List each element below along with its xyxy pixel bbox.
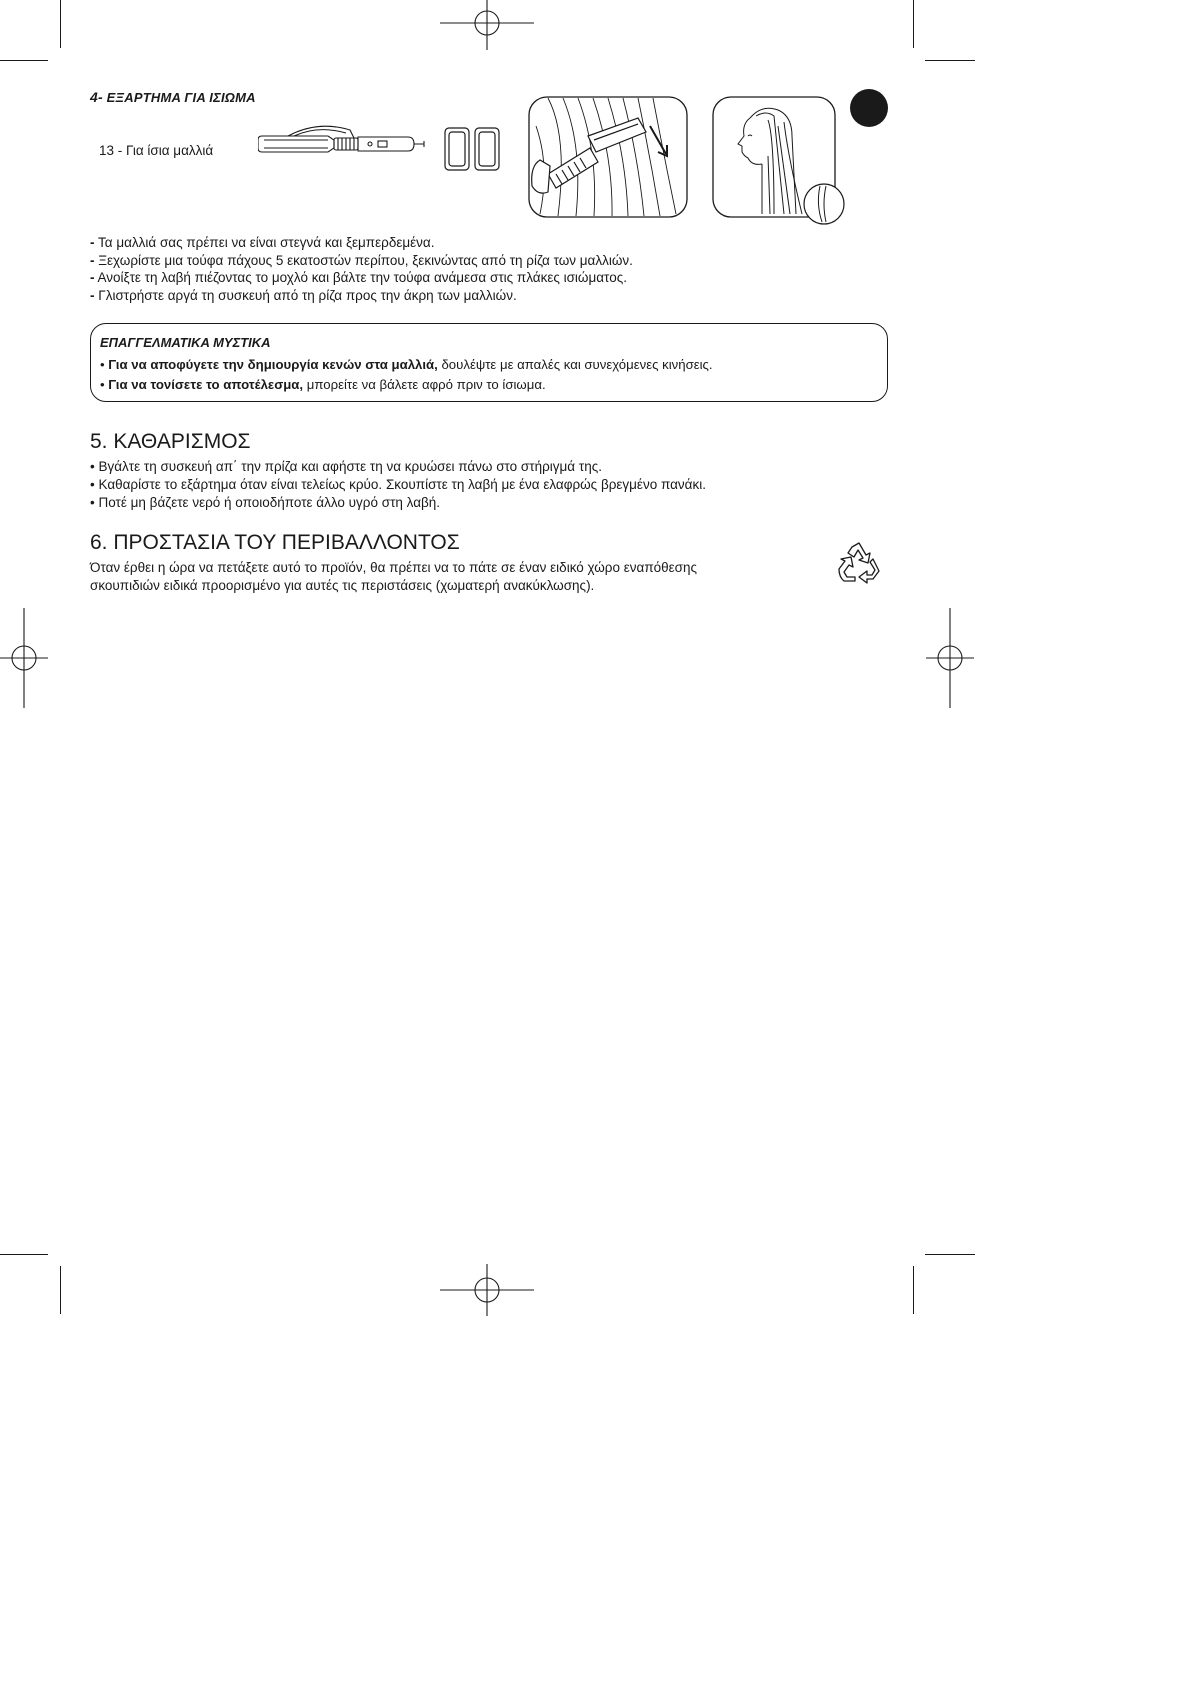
instruction-item: - Ξεχωρίστε μια τούφα πάχους 5 εκατοστών περίπου, ξεκινώντας από τη ρίζα των μαλλιών. [90,252,633,268]
section-4-number: 4- [90,89,103,105]
registration-mark-right [926,608,976,708]
straightener-accessory-illustration [258,116,433,172]
black-circle-icon [849,88,889,128]
environment-line: Όταν έρθει η ώρα να πετάξετε αυτό το προϊόν, θα πρέπει να το πάτε σε έναν ειδικό χώρο εναπόθεσης [90,560,698,575]
cleaning-item: • Καθαρίστε το εξάρτημα όταν είναι τελείως κρύο. Σκουπίστε τη λαβή με ένα ελαφρώς βρεγμένο πανάκι. [90,477,706,492]
registration-mark-bottom [438,1264,538,1316]
environment-paragraph [90,559,697,595]
straightening-hair-illustration [528,96,688,218]
item-13-label: 13 - Για ίσια μαλλιά [99,143,214,158]
professional-tips-title: ΕΠΑΓΓΕΛΜΑΤΙΚΑ ΜΥΣΤΙΚΑ [100,335,271,350]
section-6-heading: 6. ΠΡΟΣΤΑΣΙΑ ΤΟΥ ΠΕΡΙΒΑΛΛΟΝΤΟΣ [90,531,460,554]
recycle-icon [835,541,883,585]
cleaning-item: • Βγάλτε τη συσκευή απ΄ την πρίζα και αφήστε τη να κρυώσει πάνω στο στήριγμά της. [90,459,602,474]
registration-mark-top [438,0,538,50]
cleaning-item: • Ποτέ μη βάζετε νερό ή οποιοδήποτε άλλο υγρό στη λαβή. [90,495,441,510]
section-4-title [90,89,256,105]
instruction-item: - Τα μαλλιά σας πρέπει να είναι στεγνά και ξεμπερδεμένα. [90,235,435,250]
attachment-caps-illustration [443,126,503,172]
registration-mark-left [0,608,50,708]
straight-hair-result-illustration [712,96,852,228]
section-5-heading: 5. ΚΑΘΑΡΙΣΜΟΣ [90,430,251,453]
environment-line: σκουπιδιών ειδικά προορισμένο για αυτές τις περιστάσεις (χωματερή ανακύκλωσης). [90,578,595,593]
instruction-item: - Ανοίξτε τη λαβή πιέζοντας το μοχλό και βάλτε την τούφα ανάμεσα στις πλάκες ισιώματος. [90,270,627,285]
tip-item: • Για να αποφύγετε την δημιουργία κενών στα μαλλιά, δουλέψτε με απαλές και συνεχόμενες κινήσεις. [100,357,713,372]
section-4-title-text: ΕΞΑΡΤΗΜΑ ΓΙΑ ΙΣΙΩΜΑ [106,90,256,105]
tip-item: • Για να τονίσετε το αποτέλεσμα, μπορείτε να βάλετε αφρό πριν το ίσιωμα. [100,377,546,392]
instructions-list [90,234,633,304]
professional-tips-list [100,355,713,395]
instruction-item: - Γλιστρήστε αργά τη συσκευή από τη ρίζα προς την άκρη των μαλλιών. [90,287,517,303]
cleaning-list [90,458,706,512]
